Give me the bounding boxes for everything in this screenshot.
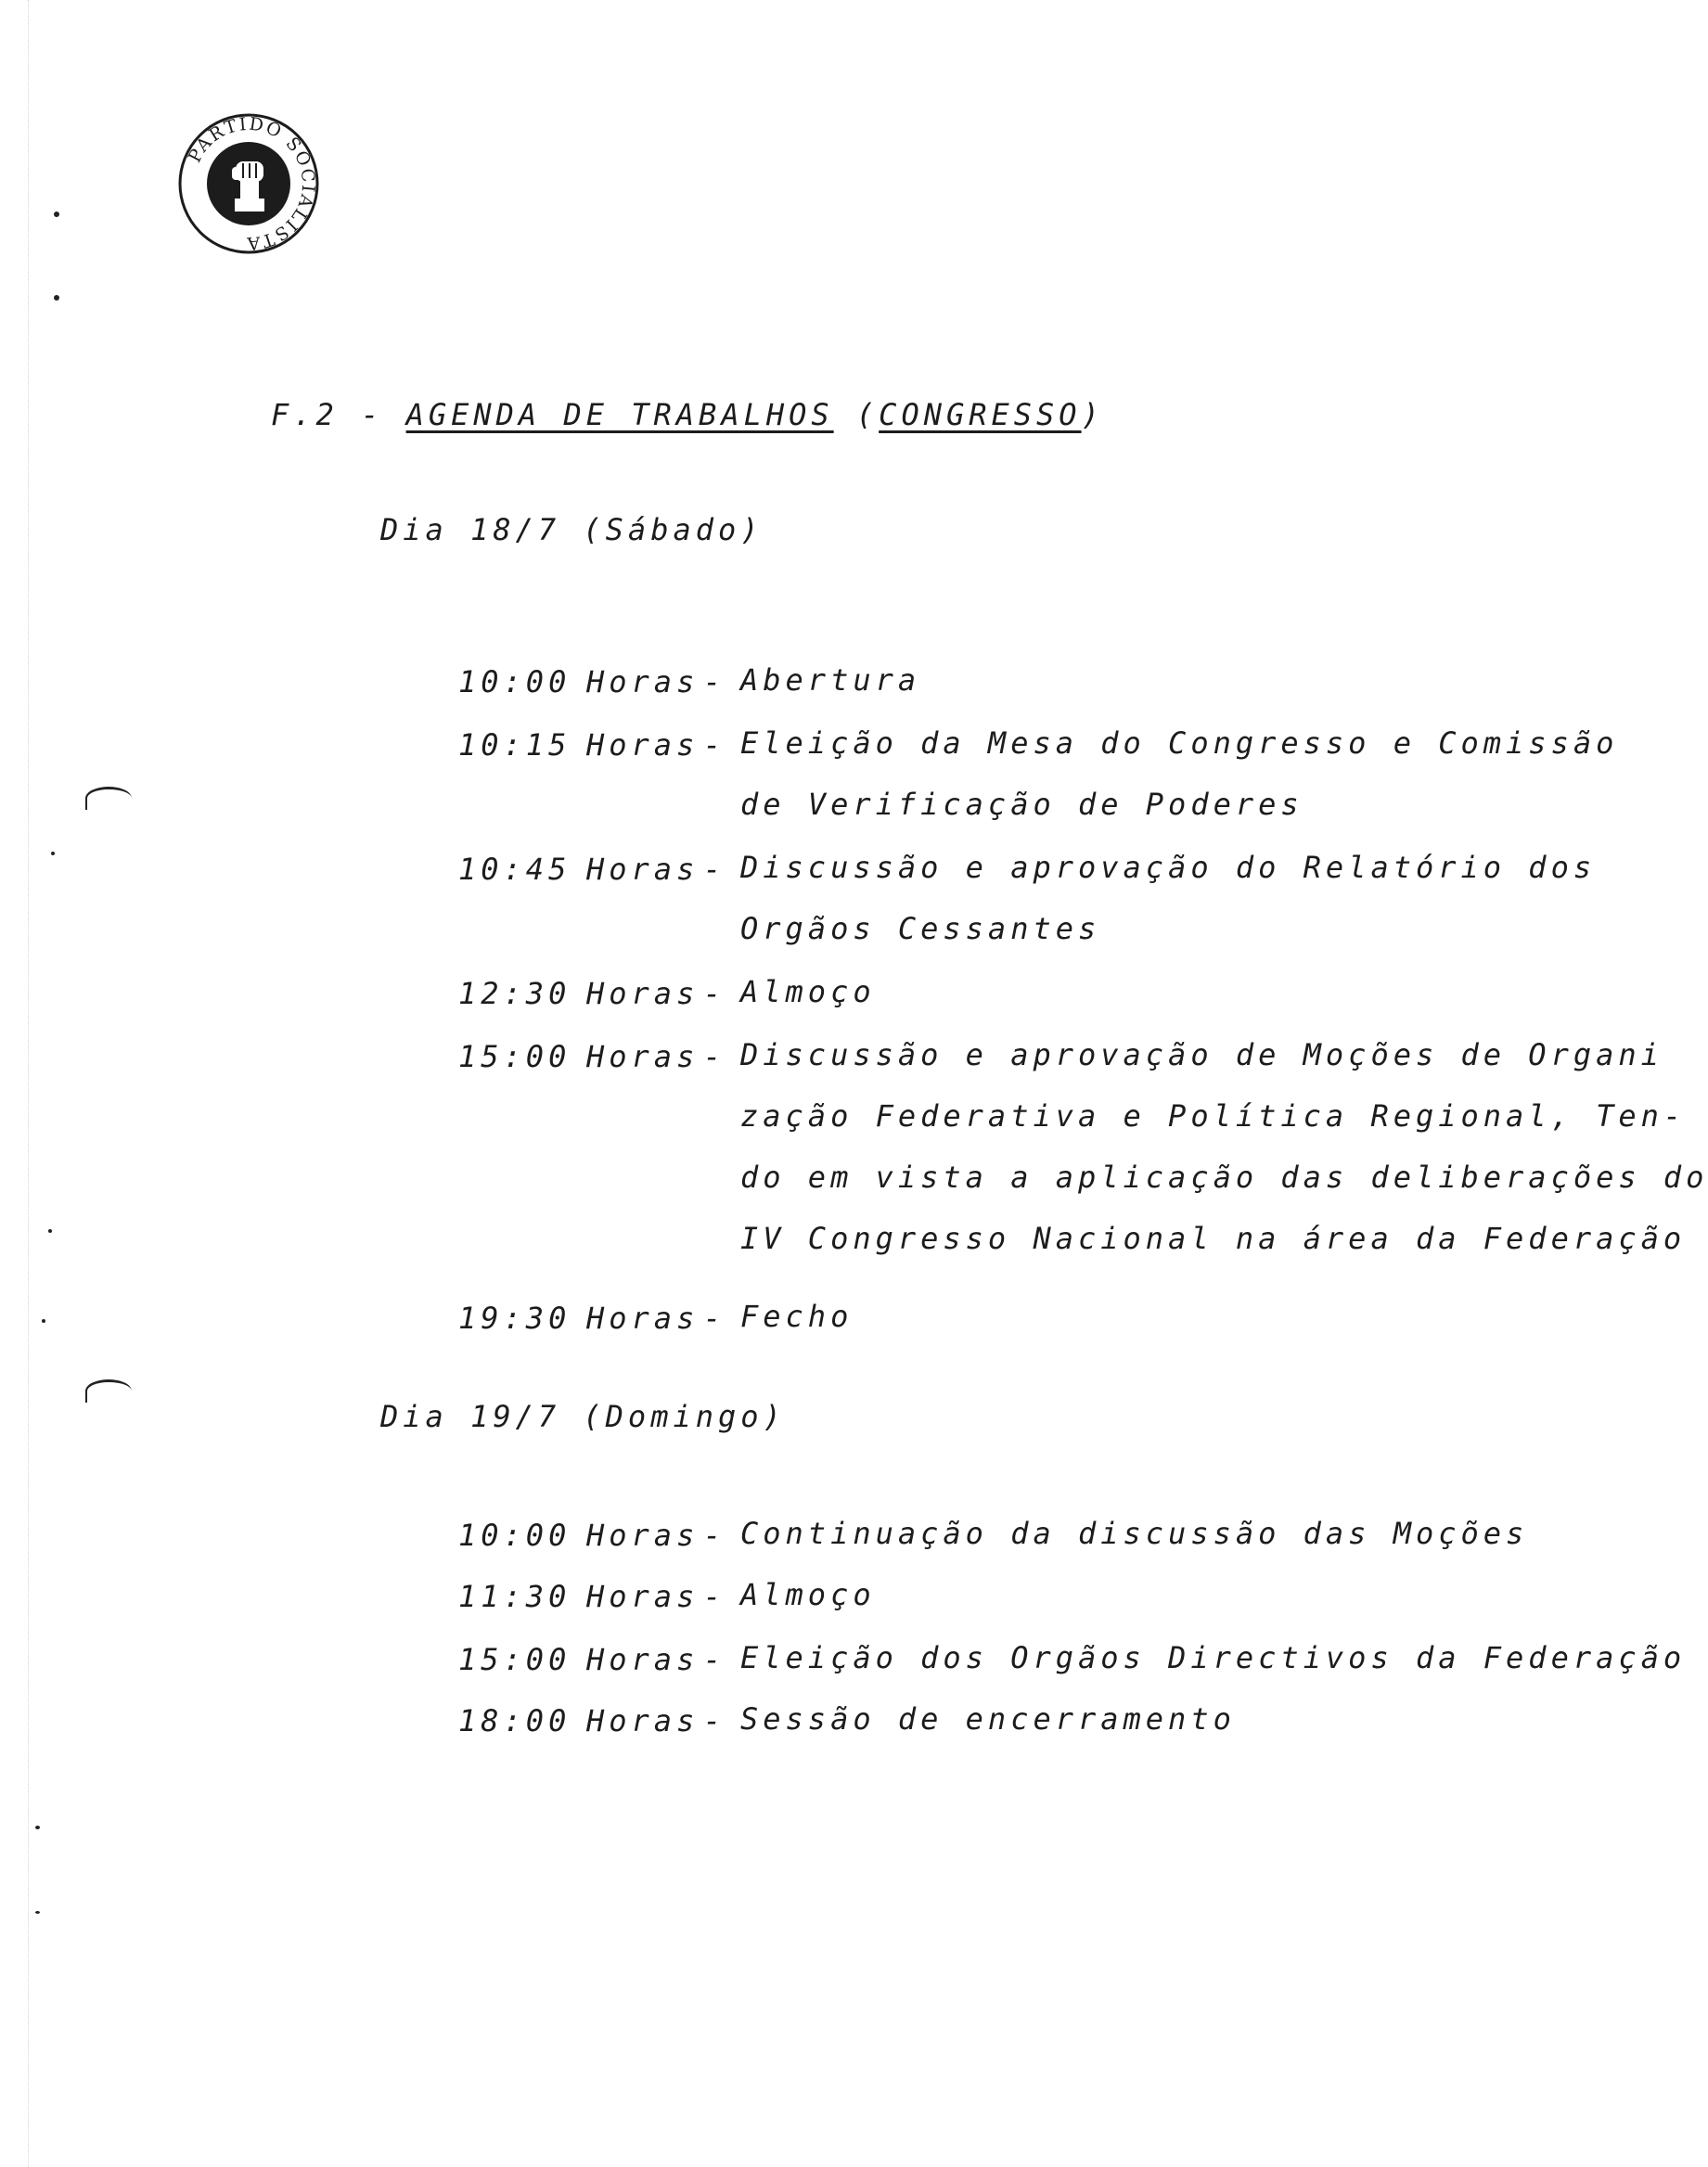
agenda-time: 10:45 (458, 852, 571, 887)
agenda-unit: Horas (586, 727, 700, 763)
agenda-line: zação Federativa e Política Regional, Ten- (740, 1098, 1687, 1134)
agenda-time: 10:00 (458, 664, 571, 699)
agenda-time: 10:00 (458, 1518, 571, 1553)
agenda-line: Orgãos Cessantes (740, 911, 1101, 946)
agenda-unit: Horas (586, 852, 700, 887)
margin-mark (35, 1911, 40, 1914)
agenda-description (740, 837, 1597, 959)
margin-mark (51, 852, 55, 855)
agenda-description (740, 649, 1557, 711)
agenda-description (740, 1024, 1708, 1269)
agenda-line: Sessão de encerramento (740, 1701, 1236, 1737)
punch-hole-mark (85, 1379, 132, 1403)
agenda-unit: Horas (586, 1301, 700, 1336)
agenda-dash: - (703, 1301, 726, 1336)
agenda-line: Fecho (740, 1299, 854, 1334)
agenda-description (740, 1627, 1687, 1688)
agenda-time: 15:00 (458, 1642, 571, 1677)
agenda-time: 10:15 (458, 727, 571, 763)
agenda-line: Discussão e aprovação do Relatório dos (740, 850, 1597, 885)
agenda-description (740, 1688, 1557, 1750)
agenda-dash: - (703, 852, 726, 887)
margin-mark (48, 1229, 52, 1233)
agenda-time: 18:00 (458, 1703, 571, 1738)
day-label: Dia 18/7 (Sábado) (380, 512, 764, 547)
agenda-line: de Verificação de Poderes (740, 787, 1303, 822)
agenda-dash: - (703, 1039, 726, 1074)
agenda-line: Almoço (740, 1577, 876, 1612)
agenda-description (740, 712, 1619, 835)
agenda-dash: - (703, 664, 726, 699)
agenda-time: 19:30 (458, 1301, 571, 1336)
agenda-unit: Horas (586, 1039, 700, 1074)
agenda-dash: - (703, 1518, 726, 1553)
margin-mark (54, 295, 59, 301)
section-heading (271, 397, 1104, 432)
agenda-description (740, 961, 1557, 1022)
agenda-time: 11:30 (458, 1579, 571, 1614)
punch-hole-mark (85, 787, 132, 810)
agenda-dash: - (703, 727, 726, 763)
agenda-time: 15:00 (458, 1039, 571, 1074)
agenda-description (740, 1286, 1557, 1347)
agenda-unit: Horas (586, 664, 700, 699)
agenda-unit: Horas (586, 1518, 700, 1553)
agenda-dash: - (703, 976, 726, 1011)
agenda-line: Almoço (740, 974, 876, 1009)
agenda-line: IV Congresso Nacional na área da Federação (740, 1221, 1687, 1256)
heading-title: AGENDA DE TRABALHOS (405, 397, 834, 432)
agenda-dash: - (703, 1703, 726, 1738)
agenda-unit: Horas (586, 976, 700, 1011)
page-edge-line (28, 0, 29, 2167)
agenda-description (740, 1503, 1557, 1564)
agenda-unit: Horas (586, 1703, 700, 1738)
heading-separator: ( (833, 397, 880, 432)
agenda-line: do em vista a aplicação das deliberações do (740, 1160, 1708, 1195)
agenda-line: Continuação da discussão das Moções (740, 1516, 1529, 1551)
agenda-dash: - (703, 1579, 726, 1614)
margin-mark (54, 212, 59, 217)
margin-mark (35, 1826, 40, 1829)
agenda-line: Discussão e aprovação de Moções de Organi (740, 1037, 1663, 1072)
agenda-unit: Horas (586, 1642, 700, 1677)
partido-socialista-logo (174, 109, 323, 258)
heading-number: F.2 - (271, 397, 406, 432)
agenda-dash: - (703, 1642, 726, 1677)
logo-ring-text: PARTIDO SOCIALISTA (184, 113, 319, 254)
heading-subtitle: CONGRESSO (879, 397, 1082, 432)
agenda-line: Abertura (740, 662, 921, 698)
agenda-time: 12:30 (458, 976, 571, 1011)
agenda-line: Eleição da Mesa do Congresso e Comissão (740, 725, 1619, 761)
agenda-line: Eleição dos Orgãos Directivos da Federação (740, 1640, 1687, 1675)
day-label: Dia 19/7 (Domingo) (380, 1399, 786, 1434)
margin-mark (42, 1319, 45, 1323)
agenda-description (740, 1564, 1557, 1625)
heading-close: ) (1081, 397, 1104, 432)
agenda-unit: Horas (586, 1579, 700, 1614)
